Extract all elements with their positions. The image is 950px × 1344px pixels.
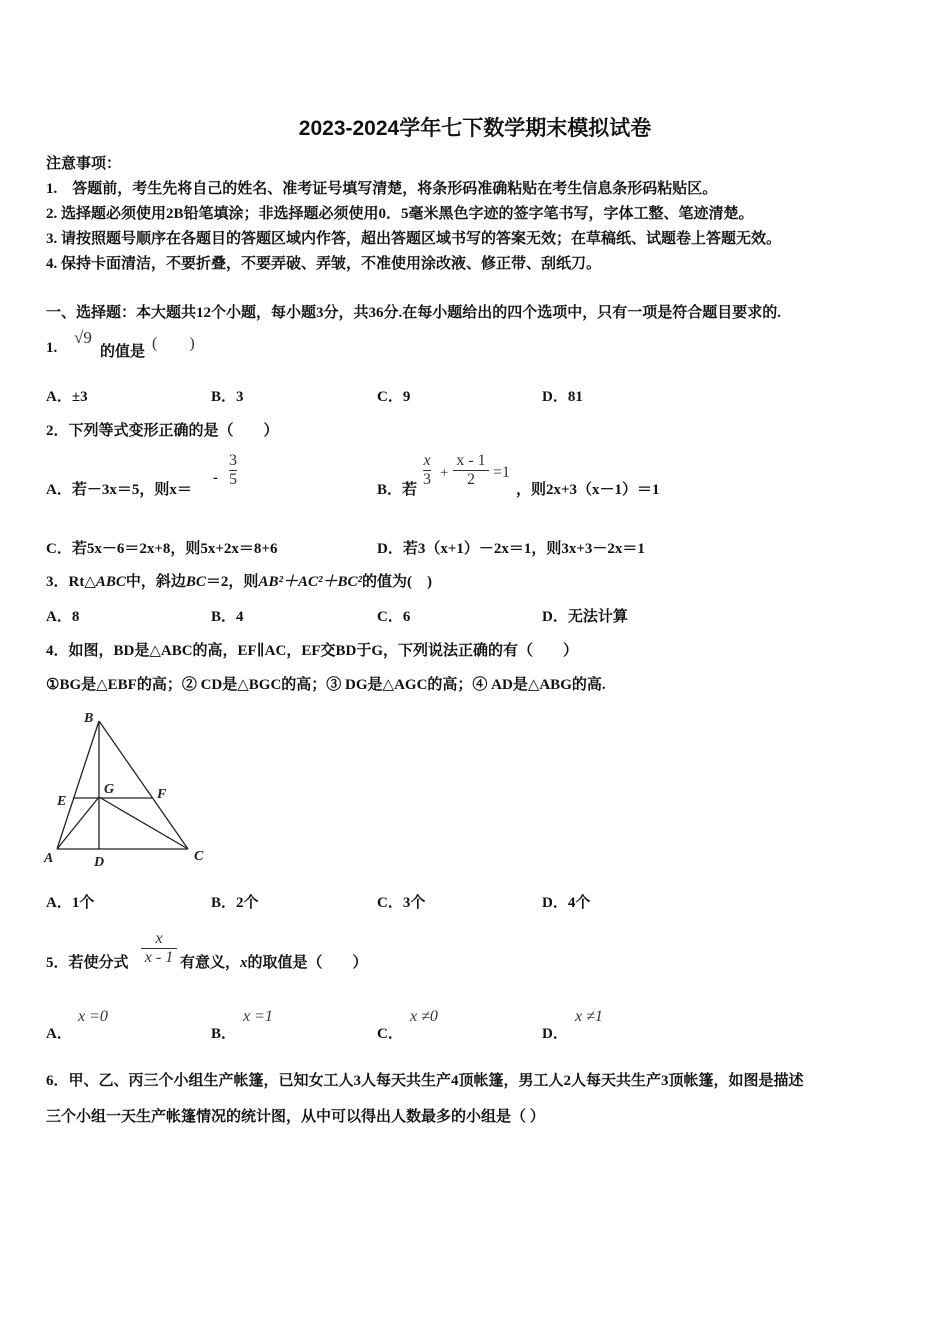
- q4-stem: 4．如图，BD是△ABC的高，EF∥AC，EF交BD于G，下列说法正确的有（ ）: [46, 643, 578, 659]
- q2-a-minus: -: [213, 470, 218, 486]
- q1-sqrt-expression: √9: [74, 328, 92, 347]
- q2-option-d[interactable]: D．若3（x+1）－2x＝1，则3x+3－2x＝1: [377, 541, 645, 557]
- q5-stem-a: 5．若使分式: [46, 955, 129, 971]
- q5-option-c-expr: x ≠0: [410, 1008, 438, 1025]
- notice-heading: 注意事项：: [46, 156, 122, 172]
- q4-option-b[interactable]: B．2个: [211, 895, 259, 911]
- q1-option-b[interactable]: B．3: [211, 389, 244, 405]
- q1-option-a[interactable]: A．±3: [46, 389, 88, 405]
- q4-option-c[interactable]: C．3个: [377, 895, 426, 911]
- q1-option-c[interactable]: C．9: [377, 389, 411, 405]
- q1-number: 1.: [46, 340, 58, 356]
- q3-option-a[interactable]: A．8: [46, 609, 80, 625]
- q2-option-c[interactable]: C．若5x－6＝2x+8，则5x+2x＝8+6: [46, 541, 278, 557]
- label-g: G: [104, 782, 115, 797]
- q3-stem: 3．Rt△ABC中，斜边BC＝2，则AB²＋AC²＋BC²的值为( ): [46, 574, 432, 590]
- q5-option-b-expr: x =1: [243, 1008, 273, 1025]
- segment-ab: [57, 721, 99, 849]
- q1-stem: 的值是: [100, 344, 146, 360]
- q2-b-equals: =1: [493, 464, 511, 481]
- segment-gc: [99, 797, 188, 849]
- notice-item: 2. 选择题必须使用2B铅笔填涂；非选择题必须使用0．5毫米黑色字迹的签字笔书写，字体工整、笔迹清楚。: [46, 206, 754, 222]
- label-c: C: [194, 849, 204, 864]
- q3-option-d[interactable]: D．无法计算: [542, 609, 628, 625]
- q5-option-a-expr: x =0: [78, 1008, 108, 1025]
- notice-item: 3. 请按照题号顺序在各题目的答题区域内作答，超出答题区域书写的答案无效；在草稿纸、试题卷上答题无效。: [46, 231, 782, 247]
- q1-paren: ( ): [152, 335, 195, 352]
- q5-stem-b: 有意义，x的取值是（ ）: [180, 955, 368, 971]
- q1-option-d[interactable]: D．81: [542, 389, 583, 405]
- notice-item: 1. 答题前，考生先将自己的姓名、准考证号填写清楚，将条形码准确粘贴在考生信息条形码粘贴区。: [46, 181, 718, 197]
- label-a: A: [44, 851, 54, 866]
- q4-statements: ①BG是△EBF的高；② CD是△BGC的高；③ DG是△AGC的高；④ AD是△ABG的高.: [46, 677, 606, 693]
- q2-option-b-label[interactable]: B．若: [377, 482, 418, 498]
- label-d: D: [94, 855, 105, 870]
- q5-option-d[interactable]: D．: [542, 1026, 568, 1042]
- label-e: E: [57, 794, 67, 809]
- notice-item: 4. 保持卡面清洁，不要折叠，不要弄破、弄皱，不准使用涂改液、修正带、刮纸刀。: [46, 256, 602, 272]
- q2-stem: 2．下列等式变形正确的是（ ）: [46, 423, 279, 439]
- label-b: B: [84, 711, 94, 726]
- q4-option-a[interactable]: A．1个: [46, 895, 95, 911]
- q3-option-c[interactable]: C．6: [377, 609, 411, 625]
- q4-option-d[interactable]: D．4个: [542, 895, 591, 911]
- q2-b-fraction-2: x - 1 2: [453, 452, 489, 489]
- q5-option-c[interactable]: C．: [377, 1026, 403, 1042]
- q2-option-a[interactable]: A．若－3x＝5，则x＝: [46, 482, 192, 498]
- section-heading: 一、选择题：本大题共12个小题，每小题3分，共36分.在每小题给出的四个选项中，只有一项是符合题目要求的.: [46, 305, 782, 321]
- q2-b-plus: +: [440, 465, 449, 481]
- q2-a-fraction: 3 5: [229, 452, 237, 488]
- label-f: F: [157, 787, 167, 802]
- q6-stem-line1: 6．甲、乙、丙三个小组生产帐篷，已知女工人3人每天共生产4顶帐篷，男工人2人每天共生产3顶帐篷，如图是描述: [46, 1073, 804, 1089]
- page-title: 2023-2024学年七下数学期末模拟试卷: [298, 117, 652, 140]
- q5-option-a[interactable]: A．: [46, 1026, 72, 1042]
- q5-option-b[interactable]: B．: [211, 1026, 237, 1042]
- q2-option-b-rest: ，则2x+3（x－1）＝1: [516, 482, 660, 498]
- q6-stem-line2: 三个小组一天生产帐篷情况的统计图，从中可以得出人数最多的小组是（ ）: [46, 1109, 545, 1125]
- q5-option-d-expr: x ≠1: [575, 1008, 603, 1025]
- q5-fraction: x x - 1: [141, 930, 177, 967]
- q2-b-fraction-1: x 3: [423, 452, 431, 488]
- q3-option-b[interactable]: B．4: [211, 609, 244, 625]
